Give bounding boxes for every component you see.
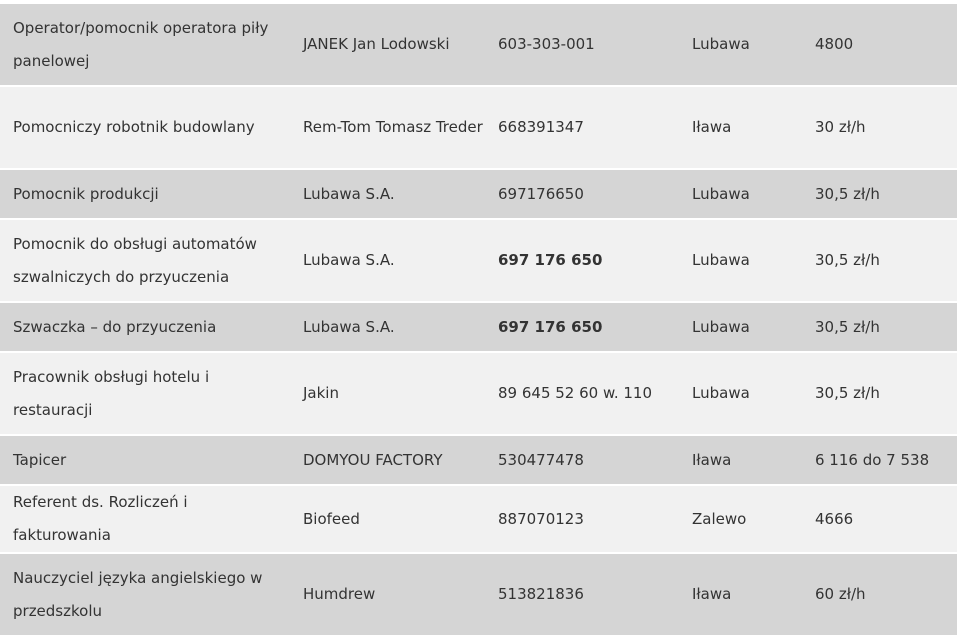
salary-cell: 30,5 zł/h [802, 302, 957, 352]
city-cell: Iława [679, 435, 802, 485]
salary-cell: 4666 [802, 485, 957, 553]
city-cell: Lubawa [679, 4, 802, 86]
table-row [0, 485, 957, 553]
phone-cell: 513821836 [485, 553, 679, 636]
position-cell: Operator/pomocnik operatora piły panelowej [0, 4, 290, 86]
table-row [0, 352, 957, 435]
company-cell: Rem-Tom Tomasz Treder [290, 86, 485, 169]
table-row [0, 4, 957, 86]
phone-cell: 697176650 [485, 169, 679, 219]
salary-cell: 4800 [802, 4, 957, 86]
position-cell: Referent ds. Rozliczeń i fakturowania [0, 485, 290, 553]
table-row [0, 435, 957, 485]
company-cell: DOMYOU FACTORY [290, 435, 485, 485]
position-cell: Pomocnik do obsługi automatów szwalniczych do przyuczenia [0, 219, 290, 302]
salary-cell: 6 116 do 7 538 [802, 435, 957, 485]
position-cell: Pomocniczy robotnik budowlany [0, 86, 290, 169]
table-row [0, 86, 957, 169]
phone-cell: 887070123 [485, 485, 679, 553]
city-cell: Zalewo [679, 485, 802, 553]
phone-cell: 603-303-001 [485, 4, 679, 86]
city-cell: Lubawa [679, 302, 802, 352]
position-cell: Pomocnik produkcji [0, 169, 290, 219]
table-row [0, 302, 957, 352]
company-cell: Lubawa S.A. [290, 169, 485, 219]
city-cell: Lubawa [679, 352, 802, 435]
company-cell: JANEK Jan Lodowski [290, 4, 485, 86]
table-row [0, 169, 957, 219]
company-cell: Biofeed [290, 485, 485, 553]
company-cell: Lubawa S.A. [290, 302, 485, 352]
position-cell: Pracownik obsługi hotelu i restauracji [0, 352, 290, 435]
position-cell: Nauczyciel języka angielskiego w przedszkolu [0, 553, 290, 636]
salary-cell: 60 zł/h [802, 553, 957, 636]
position-cell: Tapicer [0, 435, 290, 485]
position-cell: Szwaczka – do przyuczenia [0, 302, 290, 352]
job-offers-table-container [0, 4, 957, 637]
table-row [0, 219, 957, 302]
salary-cell: 30,5 zł/h [802, 169, 957, 219]
phone-cell: 697 176 650 [485, 219, 679, 302]
city-cell: Lubawa [679, 169, 802, 219]
phone-cell: 89 645 52 60 w. 110 [485, 352, 679, 435]
company-cell: Jakin [290, 352, 485, 435]
phone-cell: 530477478 [485, 435, 679, 485]
city-cell: Iława [679, 553, 802, 636]
company-cell: Humdrew [290, 553, 485, 636]
job-offers-table [0, 4, 957, 637]
salary-cell: 30,5 zł/h [802, 352, 957, 435]
city-cell: Lubawa [679, 219, 802, 302]
table-row [0, 553, 957, 636]
company-cell: Lubawa S.A. [290, 219, 485, 302]
salary-cell: 30 zł/h [802, 86, 957, 169]
city-cell: Iława [679, 86, 802, 169]
phone-cell: 668391347 [485, 86, 679, 169]
phone-cell: 697 176 650 [485, 302, 679, 352]
salary-cell: 30,5 zł/h [802, 219, 957, 302]
